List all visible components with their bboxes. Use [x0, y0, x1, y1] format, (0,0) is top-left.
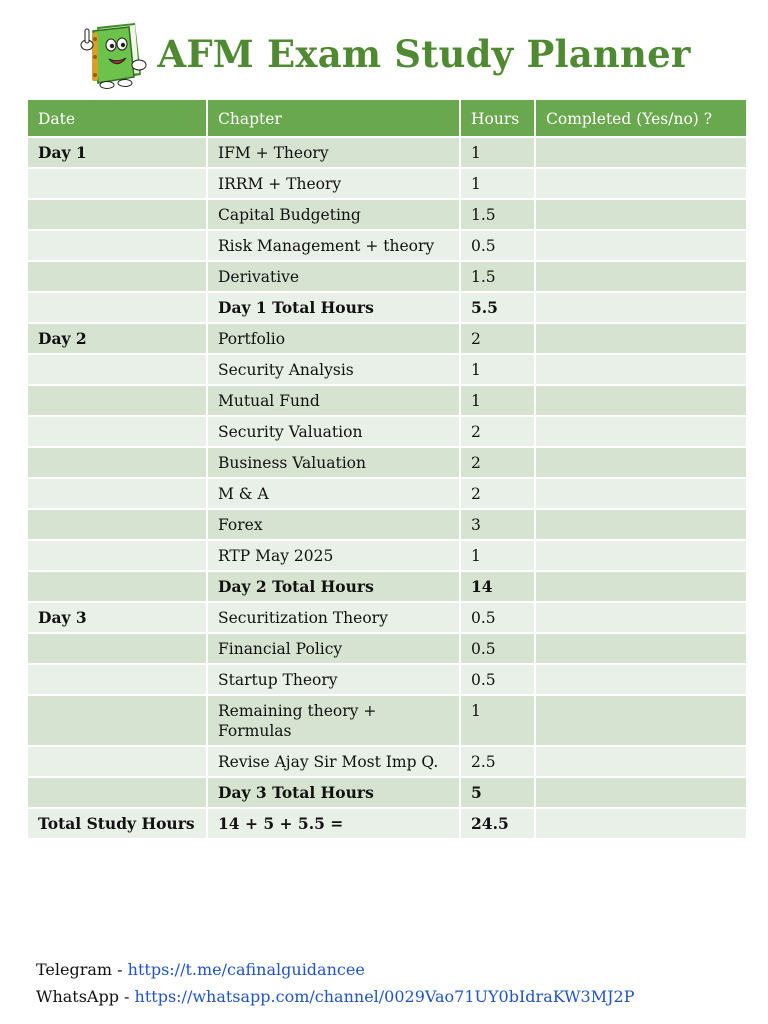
table-row: [27, 664, 747, 695]
cell-date: [27, 354, 207, 385]
cell-date: [27, 664, 207, 695]
cell-chapter: Mutual Fund: [207, 385, 460, 416]
cell-hours: 1: [460, 168, 535, 199]
cell-hours: 14: [460, 571, 535, 602]
telegram-label: Telegram -: [36, 960, 128, 979]
cell-chapter: Remaining theory + Formulas: [207, 695, 460, 746]
cell-completed[interactable]: [535, 777, 747, 808]
cell-chapter: Forex: [207, 509, 460, 540]
table-row: [27, 416, 747, 447]
cell-chapter: IFM + Theory: [207, 137, 460, 168]
cell-date: [27, 777, 207, 808]
cell-hours: 1: [460, 137, 535, 168]
cell-chapter: Securitization Theory: [207, 602, 460, 633]
table-row: [27, 808, 747, 839]
cell-completed[interactable]: [535, 199, 747, 230]
table-row: [27, 168, 747, 199]
cell-date: [27, 199, 207, 230]
table-row: [27, 385, 747, 416]
cell-date: [27, 447, 207, 478]
cell-hours: 1: [460, 540, 535, 571]
cell-date: [27, 695, 207, 746]
column-header-hours: Hours: [460, 99, 535, 137]
cell-completed[interactable]: [535, 168, 747, 199]
cell-hours: 0.5: [460, 633, 535, 664]
cell-hours: 2.5: [460, 746, 535, 777]
cell-chapter: Risk Management + theory: [207, 230, 460, 261]
footer: [36, 956, 634, 1010]
cell-completed[interactable]: [535, 664, 747, 695]
cell-hours: 3: [460, 509, 535, 540]
cell-hours: 0.5: [460, 230, 535, 261]
cell-hours: 1: [460, 695, 535, 746]
table-row: [27, 540, 747, 571]
whatsapp-link[interactable]: https://whatsapp.com/channel/0029Vao71UY0bIdraKW3MJ2P: [134, 987, 635, 1006]
cell-completed[interactable]: [535, 354, 747, 385]
table-row: [27, 261, 747, 292]
cell-chapter: Revise Ajay Sir Most Imp Q.: [207, 746, 460, 777]
cell-completed[interactable]: [535, 602, 747, 633]
table-row: [27, 571, 747, 602]
cell-hours: 5: [460, 777, 535, 808]
green-book-mascot-icon: [77, 17, 151, 91]
cell-hours: 1: [460, 354, 535, 385]
cell-chapter: Security Analysis: [207, 354, 460, 385]
cell-completed[interactable]: [535, 385, 747, 416]
cell-chapter: Security Valuation: [207, 416, 460, 447]
cell-chapter: Day 2 Total Hours: [207, 571, 460, 602]
table-row: [27, 354, 747, 385]
telegram-link[interactable]: https://t.me/cafinalguidancee: [127, 960, 365, 979]
cell-completed[interactable]: [535, 323, 747, 354]
column-header-completed: Completed (Yes/no) ?: [535, 99, 747, 137]
table-row: [27, 199, 747, 230]
cell-chapter: Capital Budgeting: [207, 199, 460, 230]
table-header-row: [27, 99, 747, 137]
cell-chapter: Derivative: [207, 261, 460, 292]
table-row: [27, 478, 747, 509]
cell-chapter: RTP May 2025: [207, 540, 460, 571]
cell-completed[interactable]: [535, 540, 747, 571]
cell-date: Day 3: [27, 602, 207, 633]
cell-completed[interactable]: [535, 695, 747, 746]
cell-date: [27, 633, 207, 664]
cell-hours: 24.5: [460, 808, 535, 839]
cell-hours: 2: [460, 447, 535, 478]
whatsapp-label: WhatsApp -: [36, 987, 135, 1006]
cell-completed[interactable]: [535, 230, 747, 261]
column-header-date: Date: [27, 99, 207, 137]
cell-completed[interactable]: [535, 261, 747, 292]
cell-completed[interactable]: [535, 416, 747, 447]
cell-hours: 1.5: [460, 199, 535, 230]
cell-completed[interactable]: [535, 746, 747, 777]
table-body: [27, 137, 747, 839]
cell-chapter: IRRM + Theory: [207, 168, 460, 199]
cell-hours: 2: [460, 323, 535, 354]
cell-chapter: Startup Theory: [207, 664, 460, 695]
cell-hours: 2: [460, 416, 535, 447]
study-planner-table: [26, 98, 748, 840]
cell-hours: 0.5: [460, 664, 535, 695]
cell-date: Total Study Hours: [27, 808, 207, 839]
cell-hours: 2: [460, 478, 535, 509]
cell-completed[interactable]: [535, 447, 747, 478]
cell-date: Day 1: [27, 137, 207, 168]
column-header-chapter: Chapter: [207, 99, 460, 137]
table-row: [27, 602, 747, 633]
cell-date: [27, 292, 207, 323]
cell-completed[interactable]: [535, 509, 747, 540]
cell-chapter: M & A: [207, 478, 460, 509]
cell-date: [27, 385, 207, 416]
cell-hours: 1.5: [460, 261, 535, 292]
cell-date: [27, 478, 207, 509]
cell-date: [27, 509, 207, 540]
table-row: [27, 447, 747, 478]
table-row: [27, 695, 747, 746]
cell-chapter: 14 + 5 + 5.5 =: [207, 808, 460, 839]
table-row: [27, 746, 747, 777]
table-row: [27, 137, 747, 168]
telegram-line: [36, 956, 634, 983]
table-row: [27, 292, 747, 323]
table-row: [27, 230, 747, 261]
cell-date: Day 2: [27, 323, 207, 354]
table-row: [27, 509, 747, 540]
cell-hours: 5.5: [460, 292, 535, 323]
cell-chapter: Business Valuation: [207, 447, 460, 478]
page-title: AFM Exam Study Planner: [157, 32, 691, 76]
cell-chapter: Portfolio: [207, 323, 460, 354]
cell-completed[interactable]: [535, 478, 747, 509]
cell-hours: 1: [460, 385, 535, 416]
table-row: [27, 633, 747, 664]
table-row: [27, 323, 747, 354]
cell-date: [27, 540, 207, 571]
cell-completed[interactable]: [535, 292, 747, 323]
cell-completed[interactable]: [535, 808, 747, 839]
cell-hours: 0.5: [460, 602, 535, 633]
cell-date: [27, 571, 207, 602]
cell-completed[interactable]: [535, 571, 747, 602]
cell-chapter: Day 3 Total Hours: [207, 777, 460, 808]
cell-date: [27, 416, 207, 447]
cell-chapter: Financial Policy: [207, 633, 460, 664]
cell-date: [27, 168, 207, 199]
cell-completed[interactable]: [535, 137, 747, 168]
page-header: [0, 14, 768, 94]
cell-date: [27, 746, 207, 777]
whatsapp-line: [36, 983, 634, 1010]
cell-completed[interactable]: [535, 633, 747, 664]
table-row: [27, 777, 747, 808]
cell-date: [27, 261, 207, 292]
cell-chapter: Day 1 Total Hours: [207, 292, 460, 323]
cell-date: [27, 230, 207, 261]
